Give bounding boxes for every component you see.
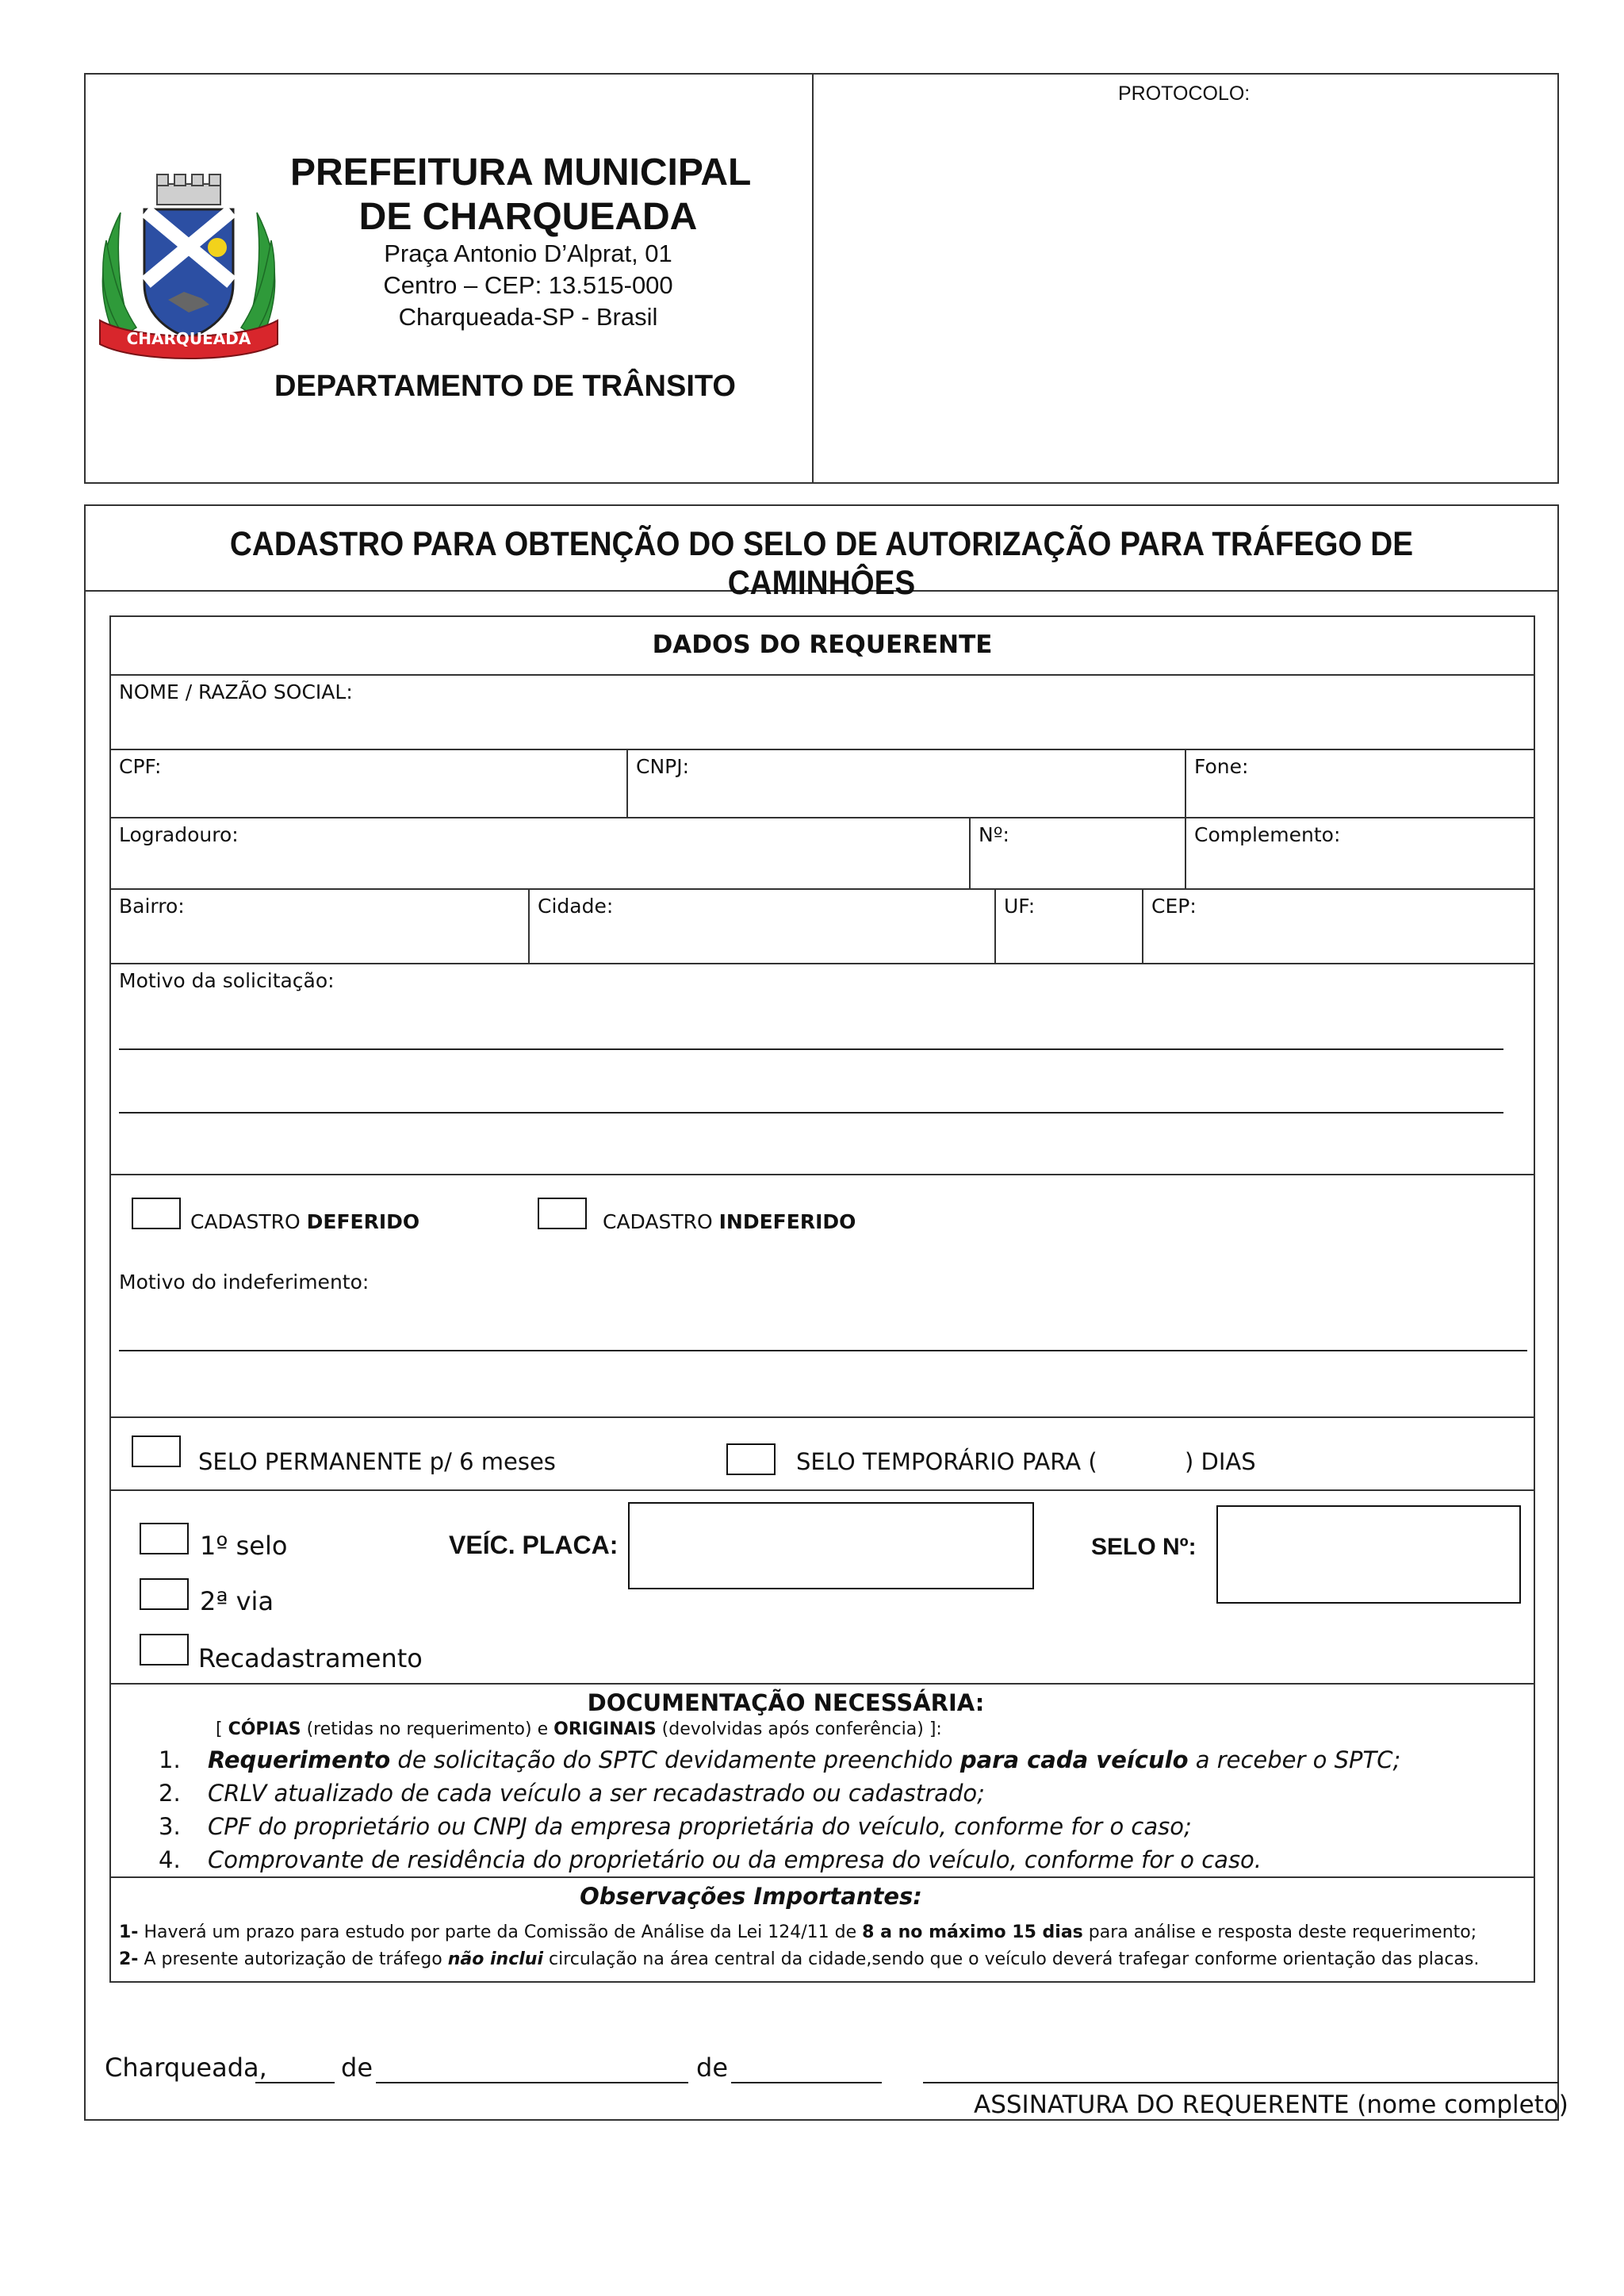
col-divider [528,888,530,963]
complemento-field[interactable]: Complemento: [1194,823,1341,846]
org-name-line1: PREFEITURA MUNICIPAL [290,151,752,194]
signature-label: ASSINATURA DO REQUERENTE (nome completo) [974,2091,1568,2119]
documentacao-title: DOCUMENTAÇÃO NECESSÁRIA: [587,1689,985,1716]
row-divider [109,963,1535,964]
originais-word: ORIGINAIS [553,1719,657,1739]
col-divider [626,749,628,817]
col-divider [994,888,996,963]
doc-item-3: CPF do proprietário ou CNPJ da empresa proprietária do veículo, conforme for o caso; [208,1813,1192,1840]
section-title-requerente: DADOS DO REQUERENTE [652,631,993,659]
segunda-via-checkbox[interactable] [140,1578,189,1610]
signature-line[interactable] [923,2082,1559,2083]
uf-field[interactable]: UF: [1004,895,1036,918]
col-divider [1185,817,1186,888]
footer-month-line[interactable] [376,2082,688,2083]
obs1-a: Haverá um prazo para estudo por parte da Comissão de Análise da Lei 124/11 de [138,1922,863,1942]
footer-de-2: de [696,2053,728,2083]
selo-permanente-label: SELO PERMANENTE p/ 6 meses [198,1448,556,1475]
cnpj-field[interactable]: CNPJ: [636,755,690,778]
recadastramento-checkbox[interactable] [140,1634,189,1665]
selo-temporario-checkbox[interactable] [726,1443,776,1475]
selo-numero-label: SELO Nº: [1091,1534,1197,1560]
seal-banner-text: CHARQUEADA [126,329,251,348]
row-divider [109,1683,1535,1685]
row-divider [109,1876,1535,1878]
col-divider [969,817,971,888]
footer-day-line[interactable] [255,2082,335,2083]
motivo-label: Motivo da solicitação: [119,969,335,992]
department-name: DEPARTAMENTO DE TRÂNSITO [274,370,736,403]
documentacao-subtitle [216,1719,942,1739]
numero-field[interactable]: Nº: [979,823,1009,846]
row-divider [109,1416,1535,1418]
doc-item-1-b1: Requerimento [208,1746,391,1773]
motivo-line-2[interactable] [119,1112,1503,1114]
indeferido-checkbox[interactable] [538,1198,587,1229]
recadastramento-label: Recadastramento [198,1643,423,1673]
cidade-field[interactable]: Cidade: [538,895,614,918]
deferido-checkbox[interactable] [132,1198,181,1229]
address-line3: Charqueada-SP - Brasil [398,303,658,331]
doc-item-1-b2: para cada veículo [959,1746,1189,1773]
segunda-via-label: 2ª via [200,1586,274,1616]
motivo-indeferimento-label: Motivo do indeferimento: [119,1271,370,1294]
header-divider [812,73,814,484]
col-divider [1185,749,1186,817]
doc-item-4-num: 4. [159,1846,181,1873]
doc-item-2-num: 2. [159,1780,181,1807]
obs2-a: A presente autorização de tráfego [138,1949,448,1969]
doc-item-1-num: 1. [159,1746,181,1773]
row-divider [109,749,1535,750]
doc-item-2: CRLV atualizado de cada veículo a ser recadastrado ou cadastrado; [208,1780,985,1807]
obs1-num: 1- [119,1922,139,1942]
fone-field[interactable]: Fone: [1194,755,1249,778]
sub-mid: (retidas no requerimento) e [301,1719,554,1739]
municipal-seal-icon [89,165,289,363]
obs1-c: para análise e resposta deste requerimento; [1082,1922,1477,1942]
sub-end: (devolvidas após conferência) ]: [656,1719,942,1739]
col-divider [1142,888,1143,963]
cpf-field[interactable]: CPF: [119,755,162,778]
cep-field[interactable]: CEP: [1151,895,1197,918]
selo-numero-input-box[interactable] [1216,1505,1521,1604]
selo-permanente-checkbox[interactable] [132,1435,181,1467]
obs2-c: circulação na área central da cidade,sendo que o veículo deverá trafegar conforme orientação das placas. [543,1949,1480,1969]
placa-input-box[interactable] [628,1502,1034,1589]
doc-item-3-num: 3. [159,1813,181,1840]
doc-item-1 [208,1746,1400,1773]
indeferido-word: INDEFERIDO [718,1210,856,1233]
observacao-2 [119,1949,1479,1969]
row-divider [109,1174,1535,1175]
doc-item-1-t2: a receber o SPTC; [1188,1746,1401,1773]
address-line2: Centro – CEP: 13.515-000 [383,271,673,299]
placa-label: VEÍC. PLACA: [449,1531,619,1559]
motivo-line-1[interactable] [119,1048,1503,1050]
org-name-line2: DE CHARQUEADA [358,196,698,238]
obs2-num: 2- [119,1949,139,1969]
copias-word: CÓPIAS [228,1719,301,1739]
deferido-label [190,1210,419,1233]
observacoes-title: Observações Importantes: [580,1883,922,1910]
row-divider [109,817,1535,818]
observacao-1 [119,1922,1477,1942]
deferido-word: DEFERIDO [306,1210,420,1233]
doc-item-4: Comprovante de residência do proprietário ou da empresa do veículo, conforme for o caso. [208,1846,1262,1873]
obs2-b: não inclui [447,1949,543,1969]
doc-item-1-t1: de solicitação do SPTC devidamente preenchido [390,1746,960,1773]
row-divider [109,1489,1535,1491]
indeferido-label [603,1210,856,1233]
protocol-label: PROTOCOLO: [1118,82,1251,105]
footer-de-1: de [341,2053,373,2083]
obs1-b: 8 a no máximo 15 dias [862,1922,1083,1942]
primeiro-selo-label: 1º selo [200,1531,288,1561]
logradouro-field[interactable]: Logradouro: [119,823,239,846]
address-line1: Praça Antonio D’Alprat, 01 [384,240,672,267]
selo-dias-label: ) DIAS [1185,1448,1256,1475]
nome-field[interactable]: NOME / RAZÃO SOCIAL: [119,680,353,703]
bairro-field[interactable]: Bairro: [119,895,185,918]
requerente-table [109,615,1535,1983]
sub-open: [ [216,1719,228,1739]
footer-year-line[interactable] [731,2082,882,2083]
cadastro-word: CADASTRO [190,1210,301,1233]
cadastro-word: CADASTRO [603,1210,713,1233]
primeiro-selo-checkbox[interactable] [140,1523,189,1554]
selo-temporario-label: SELO TEMPORÁRIO PARA ( [796,1448,1097,1475]
row-divider [109,888,1535,890]
row-divider [109,674,1535,676]
motivo-indeferimento-line[interactable] [119,1350,1527,1351]
form-title: CADASTRO PARA OBTENÇÃO DO SELO DE AUTORIZAÇÃO PARA TRÁFEGO DE CAMINHÔES [229,525,1414,602]
footer-city: Charqueada, [105,2053,267,2083]
